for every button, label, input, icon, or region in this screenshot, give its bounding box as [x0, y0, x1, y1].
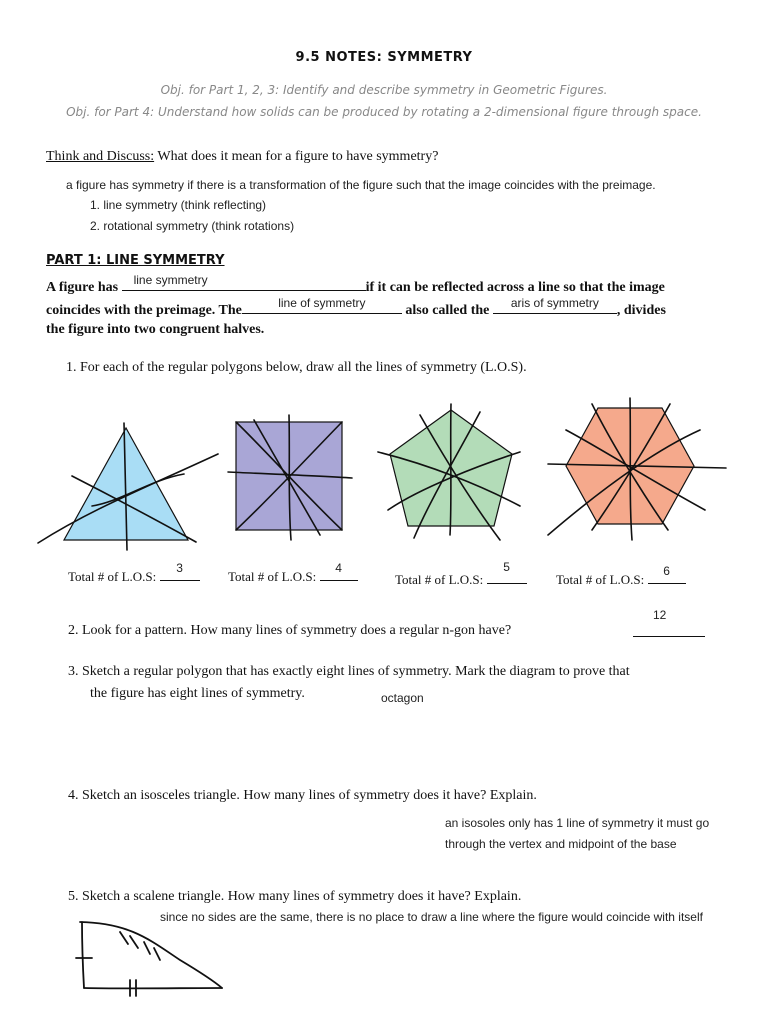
part1-text: if it can be reflected across a line so that the image: [365, 280, 665, 295]
question-3-line-2: the figure has eight lines of symmetry.: [90, 686, 305, 701]
part1-text: coincides with the preimage. The: [46, 303, 242, 318]
polygons-figure: [0, 390, 768, 560]
blank-2: [242, 296, 402, 314]
los-blank: [160, 561, 200, 581]
list-item: 1. line symmetry (think reflecting): [90, 198, 267, 212]
los-total-square: [228, 561, 358, 585]
part1-sentence-2: [46, 296, 666, 319]
part1-heading: PART 1: LINE SYMMETRY: [46, 253, 225, 268]
los-label: Total # of L.O.S:: [395, 572, 484, 587]
answer-axis-of-symmetry: aris of symmetry: [510, 296, 599, 310]
objective-1: Obj. for Part 1, 2, 3: Identify and describe symmetry in Geometric Figures.: [160, 83, 608, 97]
think-answer: a figure has symmetry if there is a transformation of the figure such that the image coincides with the preimage.: [66, 178, 656, 192]
los-label: Total # of L.O.S:: [228, 569, 317, 584]
scalene-triangle-sketch: [70, 910, 240, 1000]
answer-line-of-symmetry: line of symmetry: [278, 296, 366, 310]
los-total-pentagon: [395, 560, 527, 588]
q4-answer-line-1: an isosoles only has 1 line of symmetry it must go: [445, 816, 710, 830]
los-value-hexagon: 6: [663, 564, 670, 578]
pentagon-figure: [378, 404, 520, 540]
think-question: What does it mean for a figure to have symmetry?: [157, 149, 439, 164]
q3-answer: octagon: [381, 691, 424, 705]
part1-sentence-3: the figure into two congruent halves.: [46, 322, 265, 337]
part1-text: , divides: [616, 303, 666, 318]
part1-sentence-1: [46, 273, 665, 296]
think-label: Think and Discuss:: [46, 149, 155, 164]
question-3-line-1: 3. Sketch a regular polygon that has exactly eight lines of symmetry. Mark the diagram to prove that: [68, 664, 630, 679]
los-total-triangle: [68, 561, 200, 585]
list-item: 2. rotational symmetry (think rotations): [90, 219, 295, 233]
los-blank: [487, 560, 527, 584]
think-discuss: [46, 149, 438, 165]
square-figure: [228, 415, 352, 540]
los-label: Total # of L.O.S:: [556, 572, 645, 587]
part1-text: also called the: [405, 303, 490, 318]
blank-1: [122, 273, 366, 291]
los-total-hexagon: [556, 564, 686, 588]
q5-answer: since no sides are the same, there is no place to draw a line where the figure would coincide with itself: [160, 910, 703, 924]
page-title: 9.5 NOTES: SYMMETRY: [295, 50, 473, 65]
los-blank: [320, 561, 358, 581]
question-1: 1. For each of the regular polygons below, draw all the lines of symmetry (L.O.S).: [66, 360, 527, 375]
objective-2: Obj. for Part 4: Understand how solids can be produced by rotating a 2-dimensional figure through space.: [66, 105, 702, 119]
part1-text: A figure has: [46, 280, 119, 295]
los-blank: [648, 564, 686, 584]
question-5: 5. Sketch a scalene triangle. How many lines of symmetry does it have? Explain.: [68, 889, 522, 904]
los-value-square: 4: [335, 561, 342, 575]
answer-line-symmetry: line symmetry: [133, 273, 208, 287]
blank-3: [493, 296, 617, 314]
q2-answer-blank: [633, 608, 705, 637]
los-label: Total # of L.O.S:: [68, 569, 157, 584]
triangle-figure: [38, 423, 218, 550]
question-2: 2. Look for a pattern. How many lines of symmetry does a regular n-gon have?: [68, 623, 512, 638]
q2-answer: 12: [653, 608, 667, 622]
hexagon-figure: [548, 398, 726, 540]
q4-answer-line-2: through the vertex and midpoint of the base: [445, 837, 677, 851]
los-value-pentagon: 5: [503, 560, 510, 574]
question-4: 4. Sketch an isosceles triangle. How many lines of symmetry does it have? Explain.: [68, 788, 537, 803]
los-value-triangle: 3: [176, 561, 183, 575]
